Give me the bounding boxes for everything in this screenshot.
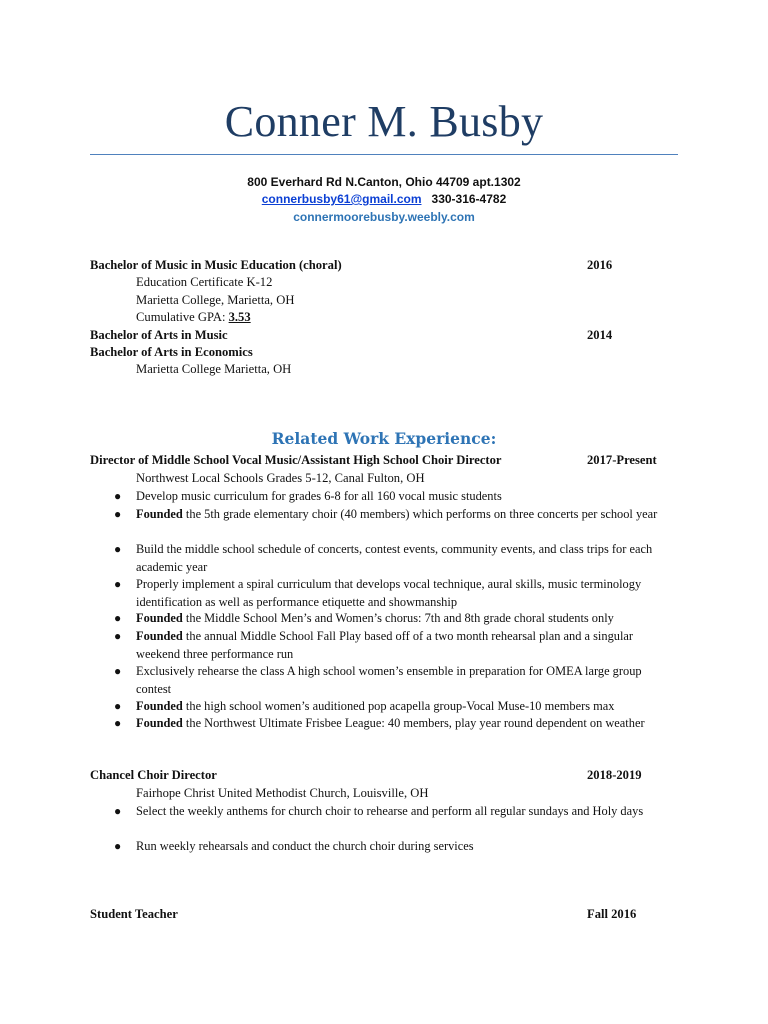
school-location-2: Marietta College Marietta, OH [136,362,292,376]
bullet-icon: ● [114,507,122,521]
bullet-icon: ● [114,716,122,730]
bullet-text: the Northwest Ultimate Frisbee League: 40 members, play year round dependent on weather [182,716,645,730]
bullet-icon: ● [114,804,122,818]
bullet-lead: Founded [136,699,183,713]
resume-name: Conner M. Busby [224,97,544,146]
address-line: 800 Everhard Rd N.Canton, Ohio 44709 apt.1302 [247,175,521,189]
bullet-item [136,838,676,856]
section-title-work: Related Work Experience: [271,429,497,448]
bullet-text: the high school women’s auditioned pop acapella group-Vocal Muse-10 members max [182,699,615,713]
job-title-student-teacher: Student Teacher [90,907,178,921]
bullet-item [136,628,676,663]
bullet-text: the 5th grade elementary choir (40 members) which performs on three concerts per school year [182,507,658,521]
gpa-line [136,310,251,325]
degree-year-2014: 2014 [587,328,613,342]
gpa-label: Cumulative GPA: [136,310,229,324]
school-location: Marietta College, Marietta, OH [136,293,295,307]
bullet-icon: ● [114,629,122,643]
bullet-text: Select the weekly anthems for church choir to rehearse and perform all regular sundays and Holy days [136,804,644,818]
bullet-icon: ● [114,489,122,503]
phone-number: 330-316-4782 [431,192,507,206]
contact-line [0,192,768,206]
job-title-chancel: Chancel Choir Director [90,768,217,782]
bullet-text: the annual Middle School Fall Play based off of a two month rehearsal plan and a singular weekend three performance run [136,629,634,661]
bullet-item [136,698,676,716]
bullet-lead: Founded [136,716,183,730]
bullet-lead: Founded [136,629,183,643]
header-divider [90,154,678,155]
bullet-text: Develop music curriculum for grades 6-8 for all 160 vocal music students [136,489,502,503]
bullet-lead: Founded [136,507,183,521]
job-title: Director of Middle School Vocal Music/Assistant High School Choir Director [90,453,502,467]
email-link[interactable]: connerbusby61@gmail.com [261,192,422,206]
bullet-item [136,715,676,733]
job-years-chancel: 2018-2019 [587,768,642,782]
bullet-icon: ● [114,577,122,591]
bullet-text: Build the middle school schedule of concerts, contest events, community events, and class trips for each academic year [136,542,653,574]
bullet-item [136,541,676,576]
bullet-text: Run weekly rehearsals and conduct the church choir during services [136,839,474,853]
website-link[interactable]: connermoorebusby.weebly.com [293,210,475,224]
bullet-text: Properly implement a spiral curriculum that develops vocal technique, aural skills, music terminology identification as well as performance etiquette and showmanship [136,577,642,609]
job-organization-chancel: Fairhope Christ United Methodist Church, Louisville, OH [136,786,429,800]
bullet-lead: Founded [136,611,183,625]
bullet-item [136,610,676,628]
job-years-student-teacher: Fall 2016 [587,907,637,921]
bullet-item [136,488,676,506]
degree-arts-music: Bachelor of Arts in Music [90,328,228,342]
bullet-text: the Middle School Men’s and Women’s chorus: 7th and 8th grade choral students only [182,611,614,625]
bullet-item [136,803,676,821]
degree-arts-economics: Bachelor of Arts in Economics [90,345,253,359]
bullet-icon: ● [114,839,122,853]
job-organization: Northwest Local Schools Grades 5-12, Canal Fulton, OH [136,471,425,485]
education-certificate: Education Certificate K-12 [136,275,273,289]
bullet-icon: ● [114,611,122,625]
bullet-item [136,663,676,698]
bullet-text: Exclusively rehearse the class A high school women’s ensemble in preparation for OMEA large group contest [136,664,642,696]
bullet-icon: ● [114,664,122,678]
bullet-item [136,506,676,524]
degree-year-2016: 2016 [587,258,613,272]
bullet-icon: ● [114,699,122,713]
job-years: 2017-Present [587,453,657,467]
bullet-item [136,576,676,611]
bullet-icon: ● [114,542,122,556]
degree-music-education: Bachelor of Music in Music Education (choral) [90,258,342,272]
gpa-value: 3.53 [228,310,251,324]
